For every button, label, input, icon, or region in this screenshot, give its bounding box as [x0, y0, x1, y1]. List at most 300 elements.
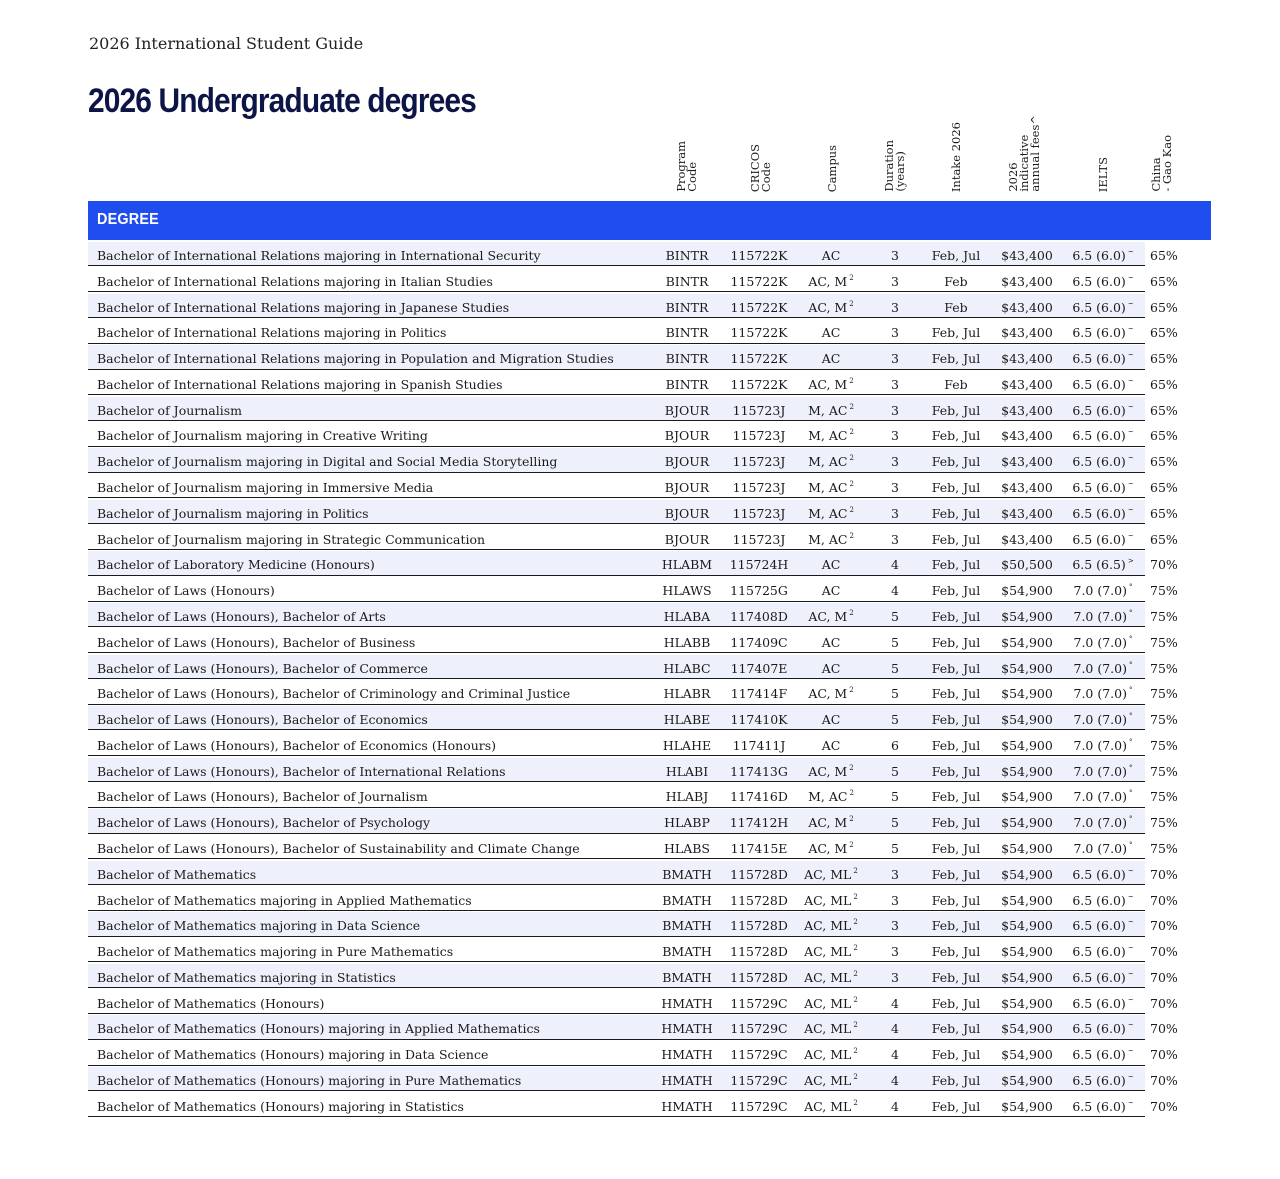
cell-cricos-code	[725, 996, 793, 1011]
campus-footnote: 2	[849, 840, 854, 849]
gao-kao-score-text: 70%	[1150, 1047, 1178, 1063]
intake-text: Feb	[944, 273, 968, 289]
ielts-score-text: 7.0 (7.0)	[1073, 737, 1127, 753]
campus-text: AC	[821, 557, 841, 573]
annual-fee-text: $54,900	[1001, 995, 1053, 1011]
gao-kao-score-text: 70%	[1150, 557, 1178, 573]
degree-name-text: Bachelor of Laws (Honours), Bachelor of Sustainability and Climate Change	[97, 840, 580, 856]
cell-gao-kao-score	[1150, 377, 1190, 392]
cell-ielts-score	[1064, 609, 1142, 624]
gao-kao-score-text: 70%	[1150, 892, 1178, 908]
intake-text: Feb, Jul	[931, 737, 981, 753]
cell-gao-kao-score	[1150, 1047, 1190, 1062]
campus-text: M, AC	[808, 402, 848, 418]
cell-program-code	[648, 893, 726, 908]
cricos-code-text: 115723J	[732, 480, 786, 496]
cricos-code-text: 115725G	[730, 583, 788, 599]
duration-text: 3	[891, 866, 899, 882]
duration-text: 5	[891, 634, 899, 650]
ielts-score-text: 7.0 (7.0)	[1073, 686, 1127, 702]
cell-intake	[924, 403, 988, 418]
cell-intake	[924, 712, 988, 727]
degree-name-text: Bachelor of Laws (Honours), Bachelor of Journalism	[97, 789, 428, 805]
cell-intake	[924, 532, 988, 547]
cell-campus	[796, 454, 866, 469]
cell-gao-kao-score	[1150, 970, 1190, 985]
ielts-footnote: ~	[1127, 1047, 1134, 1056]
table-row	[88, 912, 1211, 936]
duration-text: 3	[891, 531, 899, 547]
ielts-score-text: 6.5 (6.0)	[1072, 944, 1126, 960]
cell-campus	[796, 480, 866, 495]
cell-degree-name	[97, 325, 446, 340]
program-code-text: HLABM	[661, 557, 713, 573]
cell-duration	[875, 1021, 915, 1036]
cell-program-code	[648, 996, 726, 1011]
cell-program-code	[648, 944, 726, 959]
campus-text: AC, M	[808, 608, 848, 624]
cell-program-code	[648, 506, 726, 521]
annual-fee-text: $54,900	[1001, 660, 1053, 676]
cell-program-code	[648, 867, 726, 882]
cell-annual-fee	[996, 557, 1058, 572]
annual-fee-text: $54,900	[1001, 918, 1053, 934]
cell-program-code	[648, 274, 726, 289]
cricos-code-text: 117409C	[730, 634, 788, 650]
cell-ielts-score	[1064, 1099, 1142, 1114]
cell-duration	[875, 532, 915, 547]
table-row	[88, 758, 1211, 782]
cell-ielts-score	[1064, 351, 1142, 366]
campus-footnote: 2	[849, 273, 854, 282]
annual-fee-text: $54,900	[1001, 866, 1053, 882]
annual-fee-text: $43,400	[1001, 248, 1053, 263]
annual-fee-text: $43,400	[1001, 325, 1053, 341]
cell-program-code	[648, 557, 726, 572]
cell-program-code	[648, 428, 726, 443]
campus-footnote: 2	[853, 866, 858, 875]
intake-text: Feb, Jul	[931, 995, 981, 1011]
cell-degree-name	[97, 1073, 521, 1088]
cell-campus	[796, 841, 866, 856]
campus-text: AC, ML	[804, 918, 852, 934]
cell-ielts-score	[1064, 454, 1142, 469]
cell-program-code	[648, 841, 726, 856]
ielts-footnote: ~	[1127, 402, 1134, 411]
cricos-code-text: 115724H	[729, 557, 789, 573]
cell-campus	[796, 1099, 866, 1114]
cell-degree-name	[97, 274, 493, 289]
cell-cricos-code	[725, 686, 793, 701]
cell-gao-kao-score	[1150, 918, 1190, 933]
cell-program-code	[648, 1073, 726, 1088]
table-row	[88, 629, 1211, 653]
table-row	[88, 783, 1211, 807]
program-code-text: HLABS	[664, 840, 710, 856]
cell-campus	[796, 893, 866, 908]
table-row	[88, 422, 1211, 446]
cell-duration	[875, 893, 915, 908]
cell-annual-fee	[996, 609, 1058, 624]
campus-text: AC, ML	[804, 1047, 852, 1063]
ielts-score-text: 6.5 (6.0)	[1072, 248, 1126, 263]
cell-campus	[796, 248, 866, 263]
cell-duration	[875, 609, 915, 624]
campus-footnote: 2	[853, 969, 858, 978]
cell-cricos-code	[725, 661, 793, 676]
cell-annual-fee	[996, 325, 1058, 340]
cell-duration	[875, 738, 915, 753]
cell-ielts-score	[1064, 789, 1142, 804]
cell-campus	[796, 944, 866, 959]
column-header-gao-kao: China - Gao Kao	[1149, 135, 1174, 192]
column-header-cricos-code: CRICOS Code	[748, 143, 773, 192]
guide-title: 2026 International Student Guide	[89, 34, 364, 53]
program-code-text: BJOUR	[664, 428, 710, 444]
program-code-text: BMATH	[662, 866, 712, 882]
gao-kao-score-text: 70%	[1150, 995, 1178, 1011]
degree-table	[88, 242, 1211, 1119]
cell-ielts-score	[1064, 893, 1142, 908]
intake-text: Feb, Jul	[931, 505, 981, 521]
cell-cricos-code	[725, 789, 793, 804]
duration-text: 4	[891, 1047, 899, 1063]
cell-intake	[924, 764, 988, 779]
cell-gao-kao-score	[1150, 428, 1190, 443]
gao-kao-score-text: 65%	[1150, 351, 1178, 367]
cell-degree-name	[97, 661, 428, 676]
cell-annual-fee	[996, 815, 1058, 830]
cricos-code-text: 115722K	[730, 299, 788, 315]
cell-intake	[924, 428, 988, 443]
degree-name-text: Bachelor of Laws (Honours), Bachelor of International Relations	[97, 763, 506, 779]
cell-annual-fee	[996, 1021, 1058, 1036]
ielts-footnote: ~	[1127, 454, 1134, 463]
cell-degree-name	[97, 841, 580, 856]
duration-text: 3	[891, 402, 899, 418]
program-code-text: HMATH	[661, 1047, 713, 1063]
cell-ielts-score	[1064, 300, 1142, 315]
cell-ielts-score	[1064, 635, 1142, 650]
cell-duration	[875, 686, 915, 701]
cell-intake	[924, 661, 988, 676]
cell-intake	[924, 789, 988, 804]
campus-footnote: 2	[849, 376, 854, 385]
campus-text: AC	[821, 583, 841, 599]
duration-text: 4	[891, 1021, 899, 1037]
campus-text: AC, M	[808, 840, 848, 856]
cricos-code-text: 115722K	[730, 351, 788, 367]
cell-degree-name	[97, 944, 453, 959]
campus-text: AC	[821, 634, 841, 650]
degree-name-text: Bachelor of Journalism majoring in Digital and Social Media Storytelling	[97, 454, 558, 470]
cell-annual-fee	[996, 996, 1058, 1011]
annual-fee-text: $43,400	[1001, 454, 1053, 470]
table-row	[88, 319, 1211, 343]
degree-name-text: Bachelor of Mathematics (Honours) majoring in Applied Mathematics	[97, 1021, 540, 1037]
cricos-code-text: 115722K	[730, 248, 788, 263]
cricos-code-text: 115728D	[730, 969, 788, 985]
cell-intake	[924, 506, 988, 521]
table-row	[88, 577, 1211, 601]
duration-text: 3	[891, 480, 899, 496]
cell-cricos-code	[725, 738, 793, 753]
cell-ielts-score	[1064, 583, 1142, 598]
cell-cricos-code	[725, 815, 793, 830]
cricos-code-text: 115722K	[730, 273, 788, 289]
cell-campus	[796, 506, 866, 521]
intake-text: Feb, Jul	[931, 918, 981, 934]
cell-duration	[875, 300, 915, 315]
ielts-footnote: ~	[1127, 351, 1134, 360]
intake-text: Feb, Jul	[931, 480, 981, 496]
gao-kao-score-text: 75%	[1150, 660, 1178, 676]
program-code-text: HLABI	[665, 763, 709, 779]
cell-ielts-score	[1064, 248, 1142, 263]
cell-intake	[924, 454, 988, 469]
cell-annual-fee	[996, 454, 1058, 469]
campus-text: AC, ML	[804, 969, 852, 985]
ielts-footnote: °	[1129, 789, 1133, 798]
degree-name-text: Bachelor of Laws (Honours), Bachelor of Economics	[97, 712, 428, 728]
duration-text: 4	[891, 1073, 899, 1088]
degree-name-text: Bachelor of Laws (Honours)	[97, 583, 275, 599]
cell-ielts-score	[1064, 712, 1142, 727]
program-code-text: BMATH	[662, 944, 712, 960]
campus-text: AC, ML	[804, 944, 852, 960]
duration-text: 3	[891, 918, 899, 934]
campus-footnote: 2	[849, 402, 854, 411]
cell-degree-name	[97, 789, 428, 804]
cell-cricos-code	[725, 712, 793, 727]
column-headers	[0, 110, 1280, 200]
cell-program-code	[648, 970, 726, 985]
cell-degree-name	[97, 1021, 540, 1036]
cell-duration	[875, 325, 915, 340]
cell-ielts-score	[1064, 1021, 1142, 1036]
cell-annual-fee	[996, 428, 1058, 443]
campus-footnote: 2	[849, 299, 854, 308]
cell-program-code	[648, 480, 726, 495]
cell-program-code	[648, 686, 726, 701]
gao-kao-score-text: 70%	[1150, 866, 1178, 882]
duration-text: 3	[891, 376, 899, 392]
cell-duration	[875, 557, 915, 572]
cell-program-code	[648, 635, 726, 650]
ielts-footnote: °	[1129, 815, 1133, 824]
table-row	[88, 990, 1211, 1014]
cell-annual-fee	[996, 583, 1058, 598]
program-code-text: HLABR	[663, 686, 711, 702]
campus-text: AC, M	[808, 376, 848, 392]
annual-fee-text: $54,900	[1001, 1073, 1053, 1088]
campus-text: M, AC	[808, 480, 848, 496]
duration-text: 3	[891, 273, 899, 289]
cell-degree-name	[97, 996, 324, 1011]
ielts-score-text: 6.5 (6.0)	[1072, 995, 1126, 1011]
cell-cricos-code	[725, 609, 793, 624]
cell-ielts-score	[1064, 274, 1142, 289]
cell-cricos-code	[725, 300, 793, 315]
cell-ielts-score	[1064, 377, 1142, 392]
ielts-score-text: 6.5 (6.0)	[1072, 531, 1126, 547]
column-header-campus: Campus	[825, 144, 839, 192]
cell-intake	[924, 557, 988, 572]
cell-duration	[875, 918, 915, 933]
cell-degree-name	[97, 1047, 488, 1062]
ielts-footnote: >	[1127, 557, 1134, 566]
cell-program-code	[648, 351, 726, 366]
cell-gao-kao-score	[1150, 789, 1190, 804]
duration-text: 3	[891, 351, 899, 367]
cell-program-code	[648, 738, 726, 753]
cell-gao-kao-score	[1150, 712, 1190, 727]
cell-cricos-code	[725, 532, 793, 547]
intake-text: Feb, Jul	[931, 454, 981, 470]
cricos-code-text: 117411J	[732, 737, 786, 753]
cricos-code-text: 115728D	[730, 918, 788, 934]
annual-fee-text: $54,900	[1001, 737, 1053, 753]
cell-cricos-code	[725, 867, 793, 882]
cell-annual-fee	[996, 661, 1058, 676]
cell-gao-kao-score	[1150, 815, 1190, 830]
cell-ielts-score	[1064, 403, 1142, 418]
cell-intake	[924, 738, 988, 753]
cell-program-code	[648, 454, 726, 469]
cell-intake	[924, 944, 988, 959]
cell-cricos-code	[725, 454, 793, 469]
program-code-text: HMATH	[661, 1073, 713, 1088]
table-row	[88, 861, 1211, 885]
cell-annual-fee	[996, 635, 1058, 650]
annual-fee-text: $54,900	[1001, 892, 1053, 908]
campus-footnote: 2	[849, 531, 854, 540]
cell-campus	[796, 1073, 866, 1088]
ielts-score-text: 6.5 (6.0)	[1072, 480, 1126, 496]
cell-gao-kao-score	[1150, 454, 1190, 469]
intake-text: Feb, Jul	[931, 402, 981, 418]
degree-name-text: Bachelor of Mathematics (Honours) majoring in Pure Mathematics	[97, 1073, 522, 1088]
program-code-text: HMATH	[661, 1021, 713, 1037]
cell-cricos-code	[725, 377, 793, 392]
degree-name-text: Bachelor of Mathematics (Honours) majoring in Data Science	[97, 1047, 489, 1063]
cell-intake	[924, 274, 988, 289]
annual-fee-text: $43,400	[1001, 273, 1053, 289]
cell-gao-kao-score	[1150, 1073, 1190, 1088]
program-code-text: HLABC	[663, 660, 711, 676]
annual-fee-text: $43,400	[1001, 376, 1053, 392]
cell-gao-kao-score	[1150, 661, 1190, 676]
cell-campus	[796, 351, 866, 366]
cricos-code-text: 115729C	[730, 1047, 788, 1063]
cell-degree-name	[97, 970, 396, 985]
campus-text: AC, M	[808, 273, 848, 289]
cricos-code-text: 115729C	[730, 1073, 788, 1088]
cell-program-code	[648, 815, 726, 830]
table-row	[88, 1067, 1211, 1091]
annual-fee-text: $54,900	[1001, 789, 1053, 805]
cell-cricos-code	[725, 325, 793, 340]
cell-duration	[875, 351, 915, 366]
duration-text: 3	[891, 454, 899, 470]
cell-ielts-score	[1064, 738, 1142, 753]
gao-kao-score-text: 65%	[1150, 299, 1178, 315]
cell-campus	[796, 712, 866, 727]
cell-intake	[924, 918, 988, 933]
intake-text: Feb, Jul	[931, 944, 981, 960]
degree-section-header	[88, 201, 1211, 240]
program-code-text: HLABP	[664, 815, 710, 831]
ielts-footnote: ~	[1127, 944, 1134, 953]
degree-name-text: Bachelor of International Relations majoring in Spanish Studies	[97, 376, 503, 392]
cell-annual-fee	[996, 506, 1058, 521]
cell-program-code	[648, 583, 726, 598]
cell-annual-fee	[996, 532, 1058, 547]
cell-campus	[796, 686, 866, 701]
cell-cricos-code	[725, 1099, 793, 1114]
cell-degree-name	[97, 712, 428, 727]
cell-ielts-score	[1064, 325, 1142, 340]
cell-degree-name	[97, 893, 472, 908]
cricos-code-text: 115729C	[730, 1098, 788, 1114]
intake-text: Feb, Jul	[931, 763, 981, 779]
program-code-text: HLABE	[663, 712, 711, 728]
intake-text: Feb, Jul	[931, 1021, 981, 1037]
ielts-footnote: ~	[1127, 918, 1134, 927]
cell-ielts-score	[1064, 841, 1142, 856]
table-row	[88, 809, 1211, 833]
ielts-footnote: °	[1129, 763, 1133, 772]
cell-duration	[875, 789, 915, 804]
cell-ielts-score	[1064, 918, 1142, 933]
campus-text: AC, M	[808, 763, 848, 779]
gao-kao-score-text: 75%	[1150, 789, 1178, 805]
cell-ielts-score	[1064, 970, 1142, 985]
cricos-code-text: 115723J	[732, 428, 786, 444]
cell-duration	[875, 377, 915, 392]
cell-intake	[924, 248, 988, 263]
cell-campus	[796, 377, 866, 392]
cell-gao-kao-score	[1150, 1099, 1190, 1114]
table-row	[88, 397, 1211, 421]
duration-text: 4	[891, 557, 899, 573]
cell-intake	[924, 635, 988, 650]
cell-campus	[796, 1021, 866, 1036]
duration-text: 3	[891, 944, 899, 960]
cell-ielts-score	[1064, 661, 1142, 676]
cell-intake	[924, 841, 988, 856]
cell-gao-kao-score	[1150, 351, 1190, 366]
ielts-score-text: 7.0 (7.0)	[1073, 608, 1127, 624]
cell-annual-fee	[996, 738, 1058, 753]
cell-duration	[875, 815, 915, 830]
cell-intake	[924, 815, 988, 830]
gao-kao-score-text: 75%	[1150, 815, 1178, 831]
ielts-footnote: °	[1129, 660, 1133, 669]
campus-footnote: 2	[853, 892, 858, 901]
ielts-score-text: 7.0 (7.0)	[1073, 763, 1127, 779]
program-code-text: BJOUR	[664, 454, 710, 470]
program-code-text: BMATH	[662, 918, 712, 934]
ielts-score-text: 6.5 (6.0)	[1072, 325, 1126, 341]
degree-name-text: Bachelor of Laboratory Medicine (Honours)	[97, 557, 375, 573]
cell-ielts-score	[1064, 764, 1142, 779]
cell-duration	[875, 712, 915, 727]
cell-intake	[924, 970, 988, 985]
table-row	[88, 448, 1211, 472]
cell-gao-kao-score	[1150, 480, 1190, 495]
table-row	[88, 474, 1211, 498]
